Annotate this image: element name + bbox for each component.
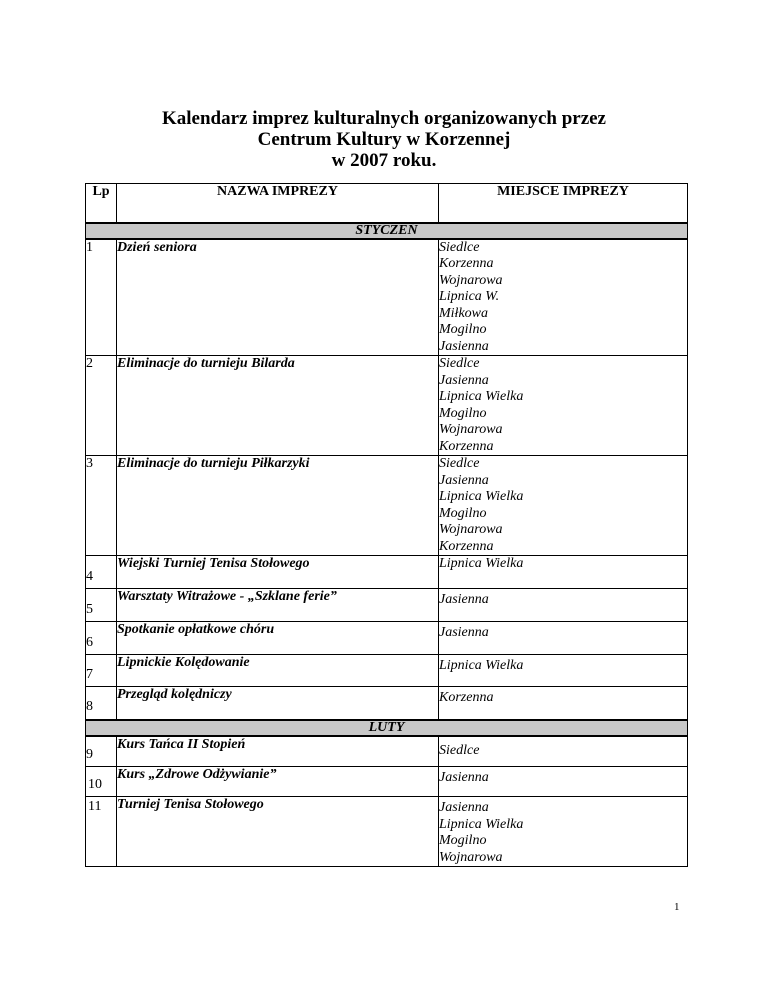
- event-name: Kurs „Zdrowe Odżywianie”: [117, 767, 439, 797]
- place-item: Lipnica Wielka: [439, 658, 524, 673]
- event-places: [439, 556, 688, 589]
- row-number: 2: [86, 356, 117, 456]
- page-number: 1: [674, 901, 680, 913]
- place-item: Korzenna: [439, 256, 494, 271]
- event-places: [439, 687, 688, 720]
- event-places: [439, 767, 688, 797]
- place-item: Korzenna: [439, 438, 494, 454]
- place-item: Jasienna: [439, 625, 489, 640]
- event-name: Kurs Tańca II Stopień: [117, 736, 439, 767]
- event-name: Wiejski Turniej Tenisa Stołowego: [117, 556, 439, 589]
- place-item: Mogilno: [439, 833, 487, 848]
- table-row: [86, 239, 688, 356]
- row-number: 11: [86, 797, 117, 867]
- month-label: STYCZEŃ: [86, 223, 688, 239]
- event-places: [439, 797, 688, 867]
- place-item: Korzenna: [439, 538, 494, 554]
- table-row: [86, 456, 688, 556]
- place-item: Jasienna: [439, 800, 489, 815]
- event-name: Lipnickie Kolędowanie: [117, 655, 439, 687]
- row-number: 8: [86, 687, 117, 720]
- header-lp: Lp: [86, 184, 117, 223]
- table-row: [86, 736, 688, 767]
- table-row: [86, 622, 688, 655]
- row-number: 6: [86, 622, 117, 655]
- place-item: Wojnarowa: [439, 522, 503, 537]
- place-item: Miłkowa: [439, 305, 488, 321]
- place-item: Mogilno: [439, 322, 487, 337]
- month-label: LUTY: [86, 720, 688, 736]
- event-places: [439, 589, 688, 622]
- event-name: Eliminacje do turnieju Piłkarzyki: [117, 456, 439, 556]
- document-title: [0, 108, 768, 171]
- row-number: 4: [86, 556, 117, 589]
- place-item: Jasienna: [439, 338, 489, 354]
- place-item: Mogilno: [439, 405, 487, 421]
- place-item: Wojnarowa: [439, 422, 503, 437]
- table-row: [86, 589, 688, 622]
- header-event-name: NAZWA IMPREZY: [117, 184, 439, 223]
- event-name: Eliminacje do turnieju Bilarda: [117, 356, 439, 456]
- event-places: [439, 655, 688, 687]
- place-item: Wojnarowa: [439, 849, 503, 865]
- row-number: 9: [86, 736, 117, 767]
- row-number: 3: [86, 456, 117, 556]
- event-name: Dzień seniora: [117, 239, 439, 356]
- title-line-3: w 2007 roku.: [331, 150, 437, 171]
- event-places: [439, 736, 688, 767]
- row-number: 10: [86, 767, 117, 797]
- event-name: Turniej Tenisa Stołowego: [117, 797, 439, 867]
- month-row-february: [86, 720, 688, 736]
- place-item: Wojnarowa: [439, 272, 503, 288]
- place-item: Jasienna: [439, 372, 489, 388]
- title-line-1: Kalendarz imprez kulturalnych organizowanych przez: [161, 108, 606, 129]
- table-row: [86, 655, 688, 687]
- place-item: Siedlce: [439, 356, 480, 371]
- event-places: [439, 622, 688, 655]
- place-item: Jasienna: [439, 770, 489, 785]
- header-event-place: MIEJSCE IMPREZY: [439, 184, 688, 223]
- place-item: Siedlce: [439, 456, 480, 471]
- place-item: Korzenna: [439, 690, 494, 705]
- row-number: 1: [86, 239, 117, 356]
- row-number: 5: [86, 589, 117, 622]
- title-line-2: Centrum Kultury w Korzennej: [257, 129, 511, 150]
- event-places: [439, 356, 688, 456]
- place-item: Jasienna: [439, 592, 489, 607]
- place-item: Lipnica Wielka: [439, 816, 524, 832]
- month-row-january: [86, 223, 688, 239]
- event-name: Warsztaty Witrażowe - „Szklane ferie”: [117, 589, 439, 622]
- place-item: Lipnica Wielka: [439, 556, 524, 571]
- place-item: Lipnica Wielka: [439, 389, 524, 404]
- event-name: Przegląd kolędniczy: [117, 687, 439, 720]
- events-table: [85, 183, 688, 867]
- place-item: Lipnica Wielka: [439, 489, 524, 504]
- place-item: Jasienna: [439, 472, 489, 488]
- table-row: [86, 556, 688, 589]
- place-item: Mogilno: [439, 505, 487, 521]
- table-header-row: [86, 184, 688, 223]
- event-places: [439, 456, 688, 556]
- event-places: [439, 239, 688, 356]
- event-name: Spotkanie opłatkowe chóru: [117, 622, 439, 655]
- place-item: Siedlce: [439, 239, 480, 255]
- row-number: 7: [86, 655, 117, 687]
- place-item: Siedlce: [439, 743, 480, 758]
- table-row: [86, 687, 688, 720]
- table-row: [86, 767, 688, 797]
- table-row: [86, 356, 688, 456]
- place-item: Lipnica W.: [439, 289, 500, 304]
- table-row: [86, 797, 688, 867]
